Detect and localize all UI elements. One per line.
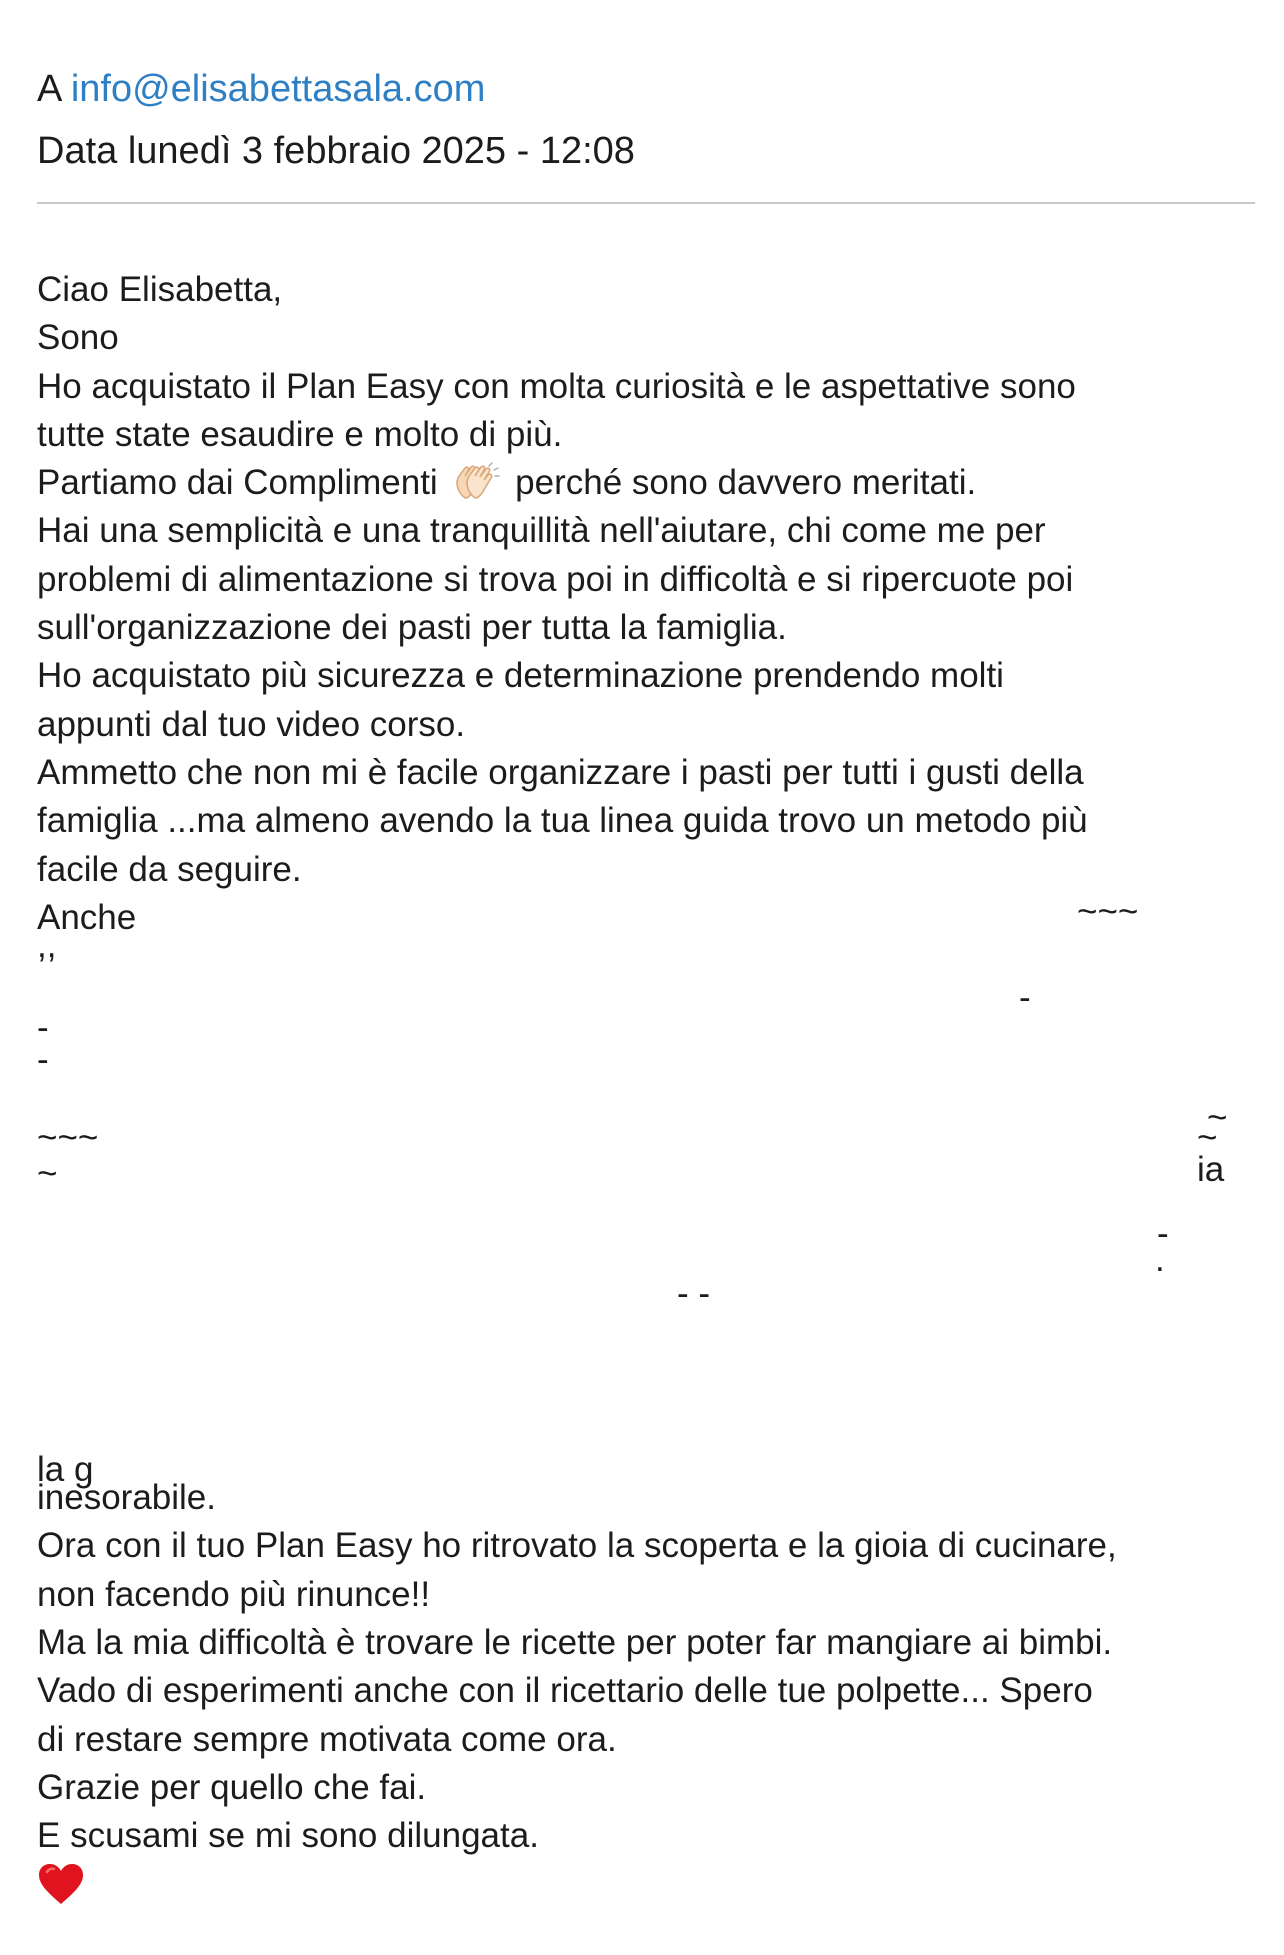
redaction-artifact: - bbox=[37, 1039, 49, 1079]
date-label: Data bbox=[37, 130, 118, 172]
redacted-start-fragment: Anche bbox=[37, 897, 137, 937]
compliments-text-after: perché sono davvero meritati. bbox=[505, 463, 977, 503]
body-line: Ora con il tuo Plan Easy ho ritrovato la scoperta e la gioia di cucinare, bbox=[37, 1526, 1117, 1566]
body-line: Ma la mia difficoltà è trovare le ricette per poter far mangiare ai bimbi. bbox=[37, 1623, 1113, 1663]
recipient-label: A bbox=[37, 68, 61, 110]
body-line: Hai una semplicità e una tranquillità nell'aiutare, chi come me per bbox=[37, 511, 1046, 551]
red-heart-icon bbox=[37, 1862, 85, 1906]
date-value: lunedì 3 febbraio 2025 - 12:08 bbox=[127, 130, 635, 172]
body-line: Ammetto che non mi è facile organizzare i pasti per tutti i gusti della bbox=[37, 752, 1084, 792]
body-line: sull'organizzazione dei pasti per tutta la famiglia. bbox=[37, 608, 787, 648]
redaction-artifact: - bbox=[1157, 1213, 1169, 1253]
body-line: non facendo più rinunce!! bbox=[37, 1574, 431, 1614]
redaction-artifact: ia bbox=[1197, 1149, 1225, 1189]
compliments-text-before: Partiamo dai Complimenti bbox=[37, 463, 448, 503]
date-row bbox=[37, 120, 1257, 182]
recipient-email-link[interactable]: info@elisabettasala.com bbox=[70, 68, 486, 110]
redaction-artifact: ~ bbox=[1197, 1117, 1218, 1157]
redaction-artifact: ~ bbox=[37, 1153, 58, 1193]
body-line: tutte state esaudire e molto di più. bbox=[37, 414, 563, 454]
body-line: appunti dal tuo video corso. bbox=[37, 704, 466, 744]
email-body bbox=[37, 266, 1257, 1861]
body-line: Vado di esperimenti anche con il ricettario delle tue polpette... Spero bbox=[37, 1671, 1093, 1711]
compliments-line bbox=[37, 459, 1257, 507]
email-header bbox=[37, 58, 1257, 182]
body-line: di restare sempre motivata come ora. bbox=[37, 1719, 617, 1759]
intro-partial-line: Sono bbox=[37, 318, 119, 358]
body-line: famiglia ...ma almeno avendo la tua linea guida trovo un metodo più bbox=[37, 801, 1088, 841]
clapping-hands-icon bbox=[451, 462, 501, 502]
redaction-artifact: - - bbox=[677, 1273, 711, 1313]
redaction-artifact: ,, bbox=[37, 925, 57, 965]
redaction-artifact: - bbox=[1019, 977, 1031, 1017]
body-line: E scusami se mi sono dilungata. bbox=[37, 1816, 539, 1856]
redaction-artifact: - bbox=[37, 1007, 49, 1047]
body-line: inesorabile. bbox=[37, 1478, 216, 1518]
redacted-end-fragment: la g bbox=[37, 1449, 94, 1489]
body-line: facile da seguire. bbox=[37, 849, 302, 889]
redaction-artifact: ~ bbox=[1207, 1097, 1228, 1137]
redaction-artifact: . bbox=[1155, 1239, 1165, 1279]
body-line: Grazie per quello che fai. bbox=[37, 1767, 427, 1807]
redaction-artifact: ~~~ bbox=[37, 1117, 99, 1157]
header-divider bbox=[37, 202, 1255, 204]
greeting-line: Ciao Elisabetta, bbox=[37, 270, 283, 309]
body-line: Ho acquistato il Plan Easy con molta curiosità e le aspettative sono bbox=[37, 366, 1076, 406]
body-line: Ho acquistato più sicurezza e determinazione prendendo molti bbox=[37, 656, 1004, 696]
redaction-artifact: ~~~ bbox=[1077, 891, 1139, 931]
recipient-row bbox=[37, 58, 1257, 120]
body-line: problemi di alimentazione si trova poi in difficoltà e si ripercuote poi bbox=[37, 559, 1074, 599]
